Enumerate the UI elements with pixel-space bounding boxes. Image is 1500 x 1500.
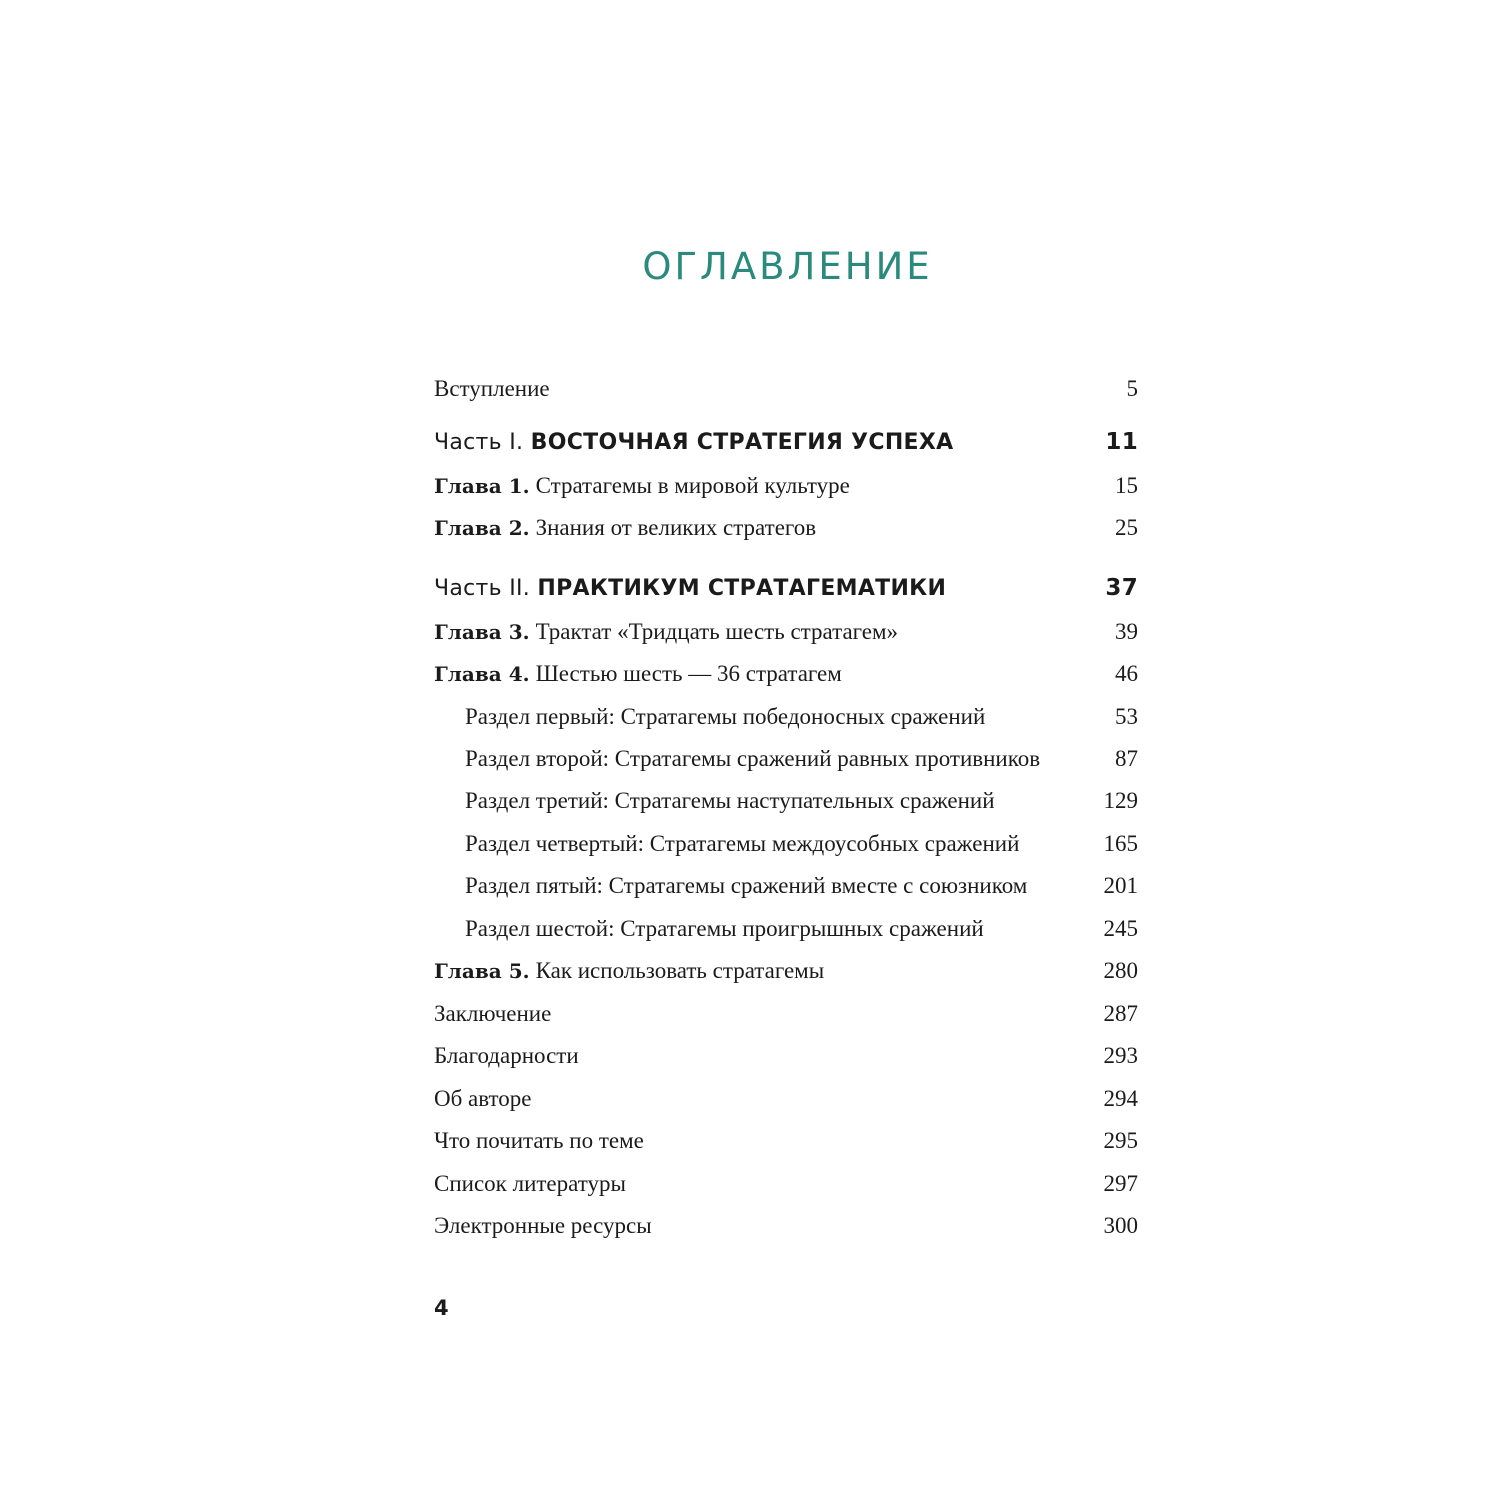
toc-entry-thanks[interactable] <box>434 1041 1138 1071</box>
toc-entry-bibliography[interactable] <box>434 1169 1138 1199</box>
toc-entry-page: 46 <box>1115 661 1138 686</box>
toc-entry-page: 297 <box>1103 1171 1138 1196</box>
toc-section-4[interactable] <box>465 829 1138 859</box>
toc-entry-page: 287 <box>1103 1001 1138 1026</box>
toc-entry-page: 300 <box>1103 1213 1138 1238</box>
part-title: ВОСТОЧНАЯ СТРАТЕГИЯ УСПЕХА <box>530 430 954 455</box>
chapter-title: Как использовать стратагемы <box>535 958 825 983</box>
toc-chapter-5[interactable] <box>434 956 1138 986</box>
toc-entry-page: 37 <box>1105 575 1138 601</box>
toc-section-2[interactable] <box>465 744 1138 774</box>
toc-entry-intro[interactable] <box>434 374 1138 404</box>
chapter-title: Шестью шесть — 36 стратагем <box>535 661 842 686</box>
toc-entry-label: Вступление <box>434 376 550 401</box>
toc-section-1[interactable] <box>465 702 1138 732</box>
chapter-prefix: Глава 1. <box>434 474 530 498</box>
toc-entry-page: 165 <box>1103 831 1138 856</box>
toc-part-1[interactable] <box>434 427 1138 458</box>
toc-entry-label: Список литературы <box>434 1171 626 1196</box>
part-prefix: Часть II. <box>434 576 531 601</box>
toc-section-3[interactable] <box>465 786 1138 816</box>
toc-section-5[interactable] <box>465 871 1138 901</box>
toc-entry-label: Благодарности <box>434 1043 579 1068</box>
section-title: Раздел первый: Стратагемы победоносных сражений <box>465 704 986 729</box>
section-title: Раздел четвертый: Стратагемы междоусобных сражений <box>465 831 1020 856</box>
toc-chapter-4[interactable] <box>434 659 1138 689</box>
toc-chapter-1[interactable] <box>434 471 1138 501</box>
page-title: ОГЛАВЛЕНИЕ <box>642 245 933 288</box>
chapter-prefix: Глава 2. <box>434 516 530 540</box>
chapter-prefix: Глава 4. <box>434 662 530 686</box>
part-title: ПРАКТИКУМ СТРАТАГЕМАТИКИ <box>537 576 947 601</box>
toc-entry-page: 294 <box>1103 1086 1138 1111</box>
toc-chapter-2[interactable] <box>434 513 1138 543</box>
section-title: Раздел шестой: Стратагемы проигрышных сражений <box>465 916 984 941</box>
toc-entry-label: Что почитать по теме <box>434 1128 644 1153</box>
toc-entry-page: 53 <box>1115 704 1138 729</box>
chapter-prefix: Глава 5. <box>434 959 530 983</box>
toc-part-2[interactable] <box>434 573 1138 604</box>
toc-entry-page: 87 <box>1115 746 1138 771</box>
toc-entry-page: 280 <box>1103 958 1138 983</box>
section-title: Раздел третий: Стратагемы наступательных сражений <box>465 788 995 813</box>
toc-entry-page: 293 <box>1103 1043 1138 1068</box>
toc-section-6[interactable] <box>465 914 1138 944</box>
toc-entry-page: 15 <box>1115 473 1138 498</box>
toc-entry-page: 39 <box>1115 619 1138 644</box>
toc-entry-page: 5 <box>1126 376 1138 401</box>
chapter-title: Знания от великих стратегов <box>535 515 817 540</box>
chapter-title: Стратагемы в мировой культуре <box>535 473 850 498</box>
toc-entry-reading[interactable] <box>434 1126 1138 1156</box>
part-prefix: Часть I. <box>434 430 524 455</box>
page-number: 4 <box>434 1296 449 1320</box>
toc-entry-page: 201 <box>1103 873 1138 898</box>
toc-entry-label: Об авторе <box>434 1086 532 1111</box>
chapter-prefix: Глава 3. <box>434 620 530 644</box>
toc-entry-eresources[interactable] <box>434 1211 1138 1241</box>
toc-entry-page: 295 <box>1103 1128 1138 1153</box>
toc-chapter-3[interactable] <box>434 617 1138 647</box>
toc-entry-page: 25 <box>1115 515 1138 540</box>
toc-entry-page: 129 <box>1103 788 1138 813</box>
toc-entry-page: 245 <box>1103 916 1138 941</box>
toc-entry-label: Заключение <box>434 1001 552 1026</box>
toc-entry-conclusion[interactable] <box>434 999 1138 1029</box>
toc-entry-page: 11 <box>1105 429 1138 455</box>
section-title: Раздел пятый: Стратагемы сражений вместе с союзником <box>465 873 1028 898</box>
toc-entry-author[interactable] <box>434 1084 1138 1114</box>
chapter-title: Трактат «Тридцать шесть стратагем» <box>535 619 899 644</box>
toc-entry-label: Электронные ресурсы <box>434 1213 652 1238</box>
section-title: Раздел второй: Стратагемы сражений равных противников <box>465 746 1041 771</box>
